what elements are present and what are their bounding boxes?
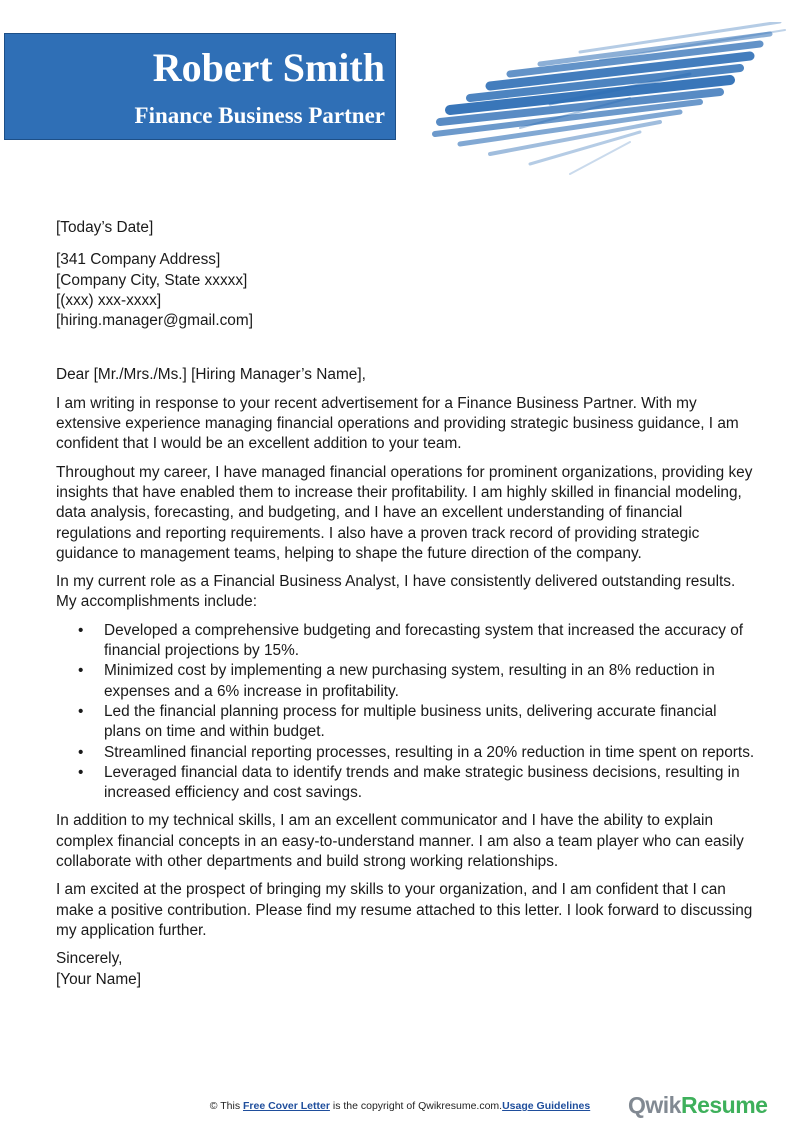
list-item: • Developed a comprehensive budgeting and forecasting system that increased the accuracy of financial projections by 15%. xyxy=(78,621,744,660)
applicant-name: Robert Smith xyxy=(152,45,385,90)
list-item-text: Developed a comprehensive budgeting and forecasting system that increased the accuracy of financial projections by 15%. xyxy=(104,621,744,660)
signature: [Your Name] xyxy=(56,970,141,988)
recipient-address xyxy=(56,250,756,331)
list-item-text: Led the financial planning process for multiple business units, delivering accurate financial plans on time and within budget. xyxy=(104,702,717,741)
header-banner xyxy=(4,33,396,140)
footer-prefix: © This xyxy=(209,1100,243,1112)
address-line: [Company City, State xxxxx] xyxy=(56,271,248,289)
body-paragraph: I am excited at the prospect of bringing my skills to your organization, and I am confident that I can make a positive contribution. Please find my resume attached to this letter. I look forward to discussing my application further. xyxy=(56,881,753,939)
decorative-stripe xyxy=(570,142,630,174)
free-cover-letter-link[interactable]: Free Cover Letter xyxy=(242,1100,330,1112)
applicant-title: Finance Business Partner xyxy=(134,103,385,128)
signoff: Sincerely, xyxy=(56,950,123,968)
letter-date: [Today’s Date] xyxy=(56,219,154,236)
accomplishments-list xyxy=(56,621,756,804)
decorative-stripes xyxy=(430,22,790,182)
list-item: • Led the financial planning process for multiple business units, delivering accurate financial plans on time and within budget. xyxy=(78,702,717,741)
logo-resume: Resume xyxy=(680,1092,768,1118)
body-paragraph: Throughout my career, I have managed financial operations for prominent organizations, providing key insights that have enabled them to increase their profitability. I am highly skilled in financial modeling, data analysis, forecasting, and budgeting, and I have an excellent understanding of financial regulations and reporting requirements. I also have a proven track record of providing strategic guidance to management teams, helping to shape the future direction of the company. xyxy=(56,463,753,562)
usage-guidelines-link[interactable]: Usage Guidelines xyxy=(502,1100,591,1112)
qwikresume-logo xyxy=(628,1092,767,1119)
list-item: • Streamlined financial reporting processes, resulting in a 20% reduction in time spent on reports. xyxy=(78,743,755,761)
body-paragraph: In addition to my technical skills, I am an excellent communicator and I have the ability to explain complex financial concepts in an easy-to-understand manner. I am also a team player who can easily collaborate with other departments and build strong working relationships. xyxy=(56,812,744,871)
list-item-text: Leveraged financial data to identify trends and make strategic business decisions, resulting in increased efficiency and cost savings. xyxy=(104,763,740,802)
list-item: • Leveraged financial data to identify trends and make strategic business decisions, resulting in increased efficiency and cost savings. xyxy=(78,763,740,802)
list-item-text: Minimized cost by implementing a new purchasing system, resulting in an 8% reduction in expenses and a 6% increase in profitability. xyxy=(104,662,715,700)
list-item: • Minimized cost by implementing a new purchasing system, resulting in an 8% reduction in expenses and a 6% increase in profitability. xyxy=(78,662,715,700)
body-paragraph: I am writing in response to your recent advertisement for a Finance Business Partner. With my extensive experience managing financial operations and providing strategic business guidance, I am confident that I would be an excellent addition to your team. xyxy=(56,394,739,453)
salutation: Dear [Mr./Mrs./Ms.] [Hiring Manager’s Name], xyxy=(56,366,366,384)
logo-qwik: Qwik xyxy=(628,1092,681,1118)
list-item-text: Streamlined financial reporting processes, resulting in a 20% reduction in time spent on reports. xyxy=(104,743,755,761)
address-line: [(xxx) xxx-xxxx] xyxy=(56,291,162,309)
footer-middle: is the copyright of Qwikresume.com. xyxy=(329,1100,503,1112)
body-paragraph: In my current role as a Financial Business Analyst, I have consistently delivered outstanding results. My accomplishments include: xyxy=(56,573,736,611)
address-line: [341 Company Address] xyxy=(56,251,221,269)
address-line: [hiring.manager@gmail.com] xyxy=(56,312,253,330)
letter-body xyxy=(56,218,756,990)
